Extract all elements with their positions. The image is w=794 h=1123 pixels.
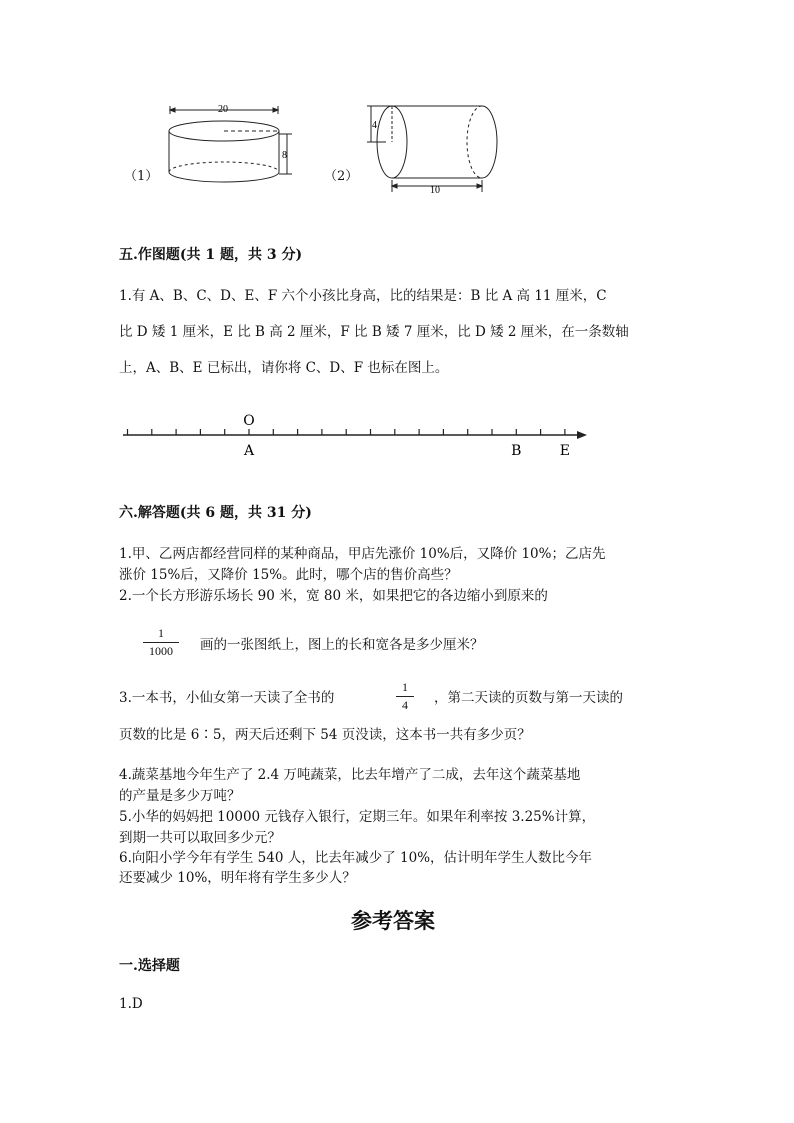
s6-q1-line2: 涨价 15%后，又降价 15%。此时，哪个店的售价高些？ xyxy=(119,567,458,583)
section-6-heading: 六.解答题(共 6 题，共 31 分) xyxy=(119,505,312,521)
cylinder-figure-2 xyxy=(362,98,512,198)
s6-q2-line2: 画的一张图纸上，图上的长和宽各是多少厘米？ xyxy=(200,637,484,653)
answer-1: 1.D xyxy=(119,996,143,1012)
answers-section-1-heading: 一.选择题 xyxy=(119,958,180,974)
fig1-top-dimension: 20 xyxy=(218,104,228,115)
s5-q1-line2: 比 D 矮 1 厘米，E 比 B 高 2 厘米，F 比 B 矮 7 厘米，比 D 矮 2 厘米，在一条数轴 xyxy=(119,324,629,340)
s6-q3-part2: ，第二天读的页数与第一天读的 xyxy=(434,690,623,706)
fig2-bottom-dimension: 10 xyxy=(430,185,440,196)
s5-q1-line1: 1.有 A、B、C、D、E、F 六个小孩比身高，比的结果是：B 比 A 高 11 厘米，C xyxy=(119,288,607,304)
point-label-e: E xyxy=(559,443,571,459)
fraction-denominator: 1000 xyxy=(149,644,173,658)
fraction-1-4 xyxy=(396,680,414,713)
s6-q3-part1: 3.一本书，小仙女第一天读了全书的 xyxy=(119,690,335,706)
s6-q6-line2: 还要减少 10%，明年将有学生多少人？ xyxy=(119,870,356,886)
figure-1-label: （1） xyxy=(124,169,159,184)
s5-q1-line3: 上，A、B、E 已标出，请你将 C、D、F 也标在图上。 xyxy=(119,360,449,376)
number-line-arrow xyxy=(577,431,587,439)
s6-q4-line2: 的产量是多少万吨？ xyxy=(119,788,241,804)
s6-q4-line1: 4.蔬菜基地今年生产了 2.4 万吨蔬菜，比去年增产了二成，去年这个蔬菜基地 xyxy=(119,767,581,783)
number-line xyxy=(115,408,595,462)
point-label-b: B xyxy=(511,443,522,459)
point-label-a: A xyxy=(243,443,255,459)
s6-q1-line1: 1.甲、乙两店都经营同样的某种商品，甲店先涨价 10%后，又降价 10%；乙店先 xyxy=(119,546,606,562)
fraction-1-1000 xyxy=(143,626,179,659)
s6-q5-line2: 到期一共可以取回多少元？ xyxy=(119,830,281,846)
fig1-side-dimension: 8 xyxy=(282,150,287,161)
fraction-denominator: 4 xyxy=(402,698,408,712)
fraction-numerator: 1 xyxy=(158,626,164,640)
fraction-numerator: 1 xyxy=(402,680,408,694)
cylinder-figure-1 xyxy=(160,100,300,192)
s6-q3-line2: 页数的比是 6∶5，两天后还剩下 54 页没读，这本书一共有多少页？ xyxy=(119,727,531,743)
figure-2-label: （2） xyxy=(324,169,359,184)
s6-q6-line1: 6.向阳小学今年有学生 540 人，比去年减少了 10%，估计明年学生人数比今年 xyxy=(119,850,593,866)
s6-q5-line1: 5.小华的妈妈把 10000 元钱存入银行，定期三年。如果年利率按 3.25%计算， xyxy=(119,809,596,825)
s6-q2-line1: 2.一个长方形游乐场长 90 米，宽 80 米，如果把它的各边缩小到原来的 xyxy=(119,588,548,604)
origin-label: O xyxy=(243,413,255,429)
fig2-side-dimension: 4 xyxy=(372,120,377,131)
section-5-heading: 五.作图题(共 1 题，共 3 分) xyxy=(119,247,303,263)
answers-title: 参考答案 xyxy=(351,908,435,933)
